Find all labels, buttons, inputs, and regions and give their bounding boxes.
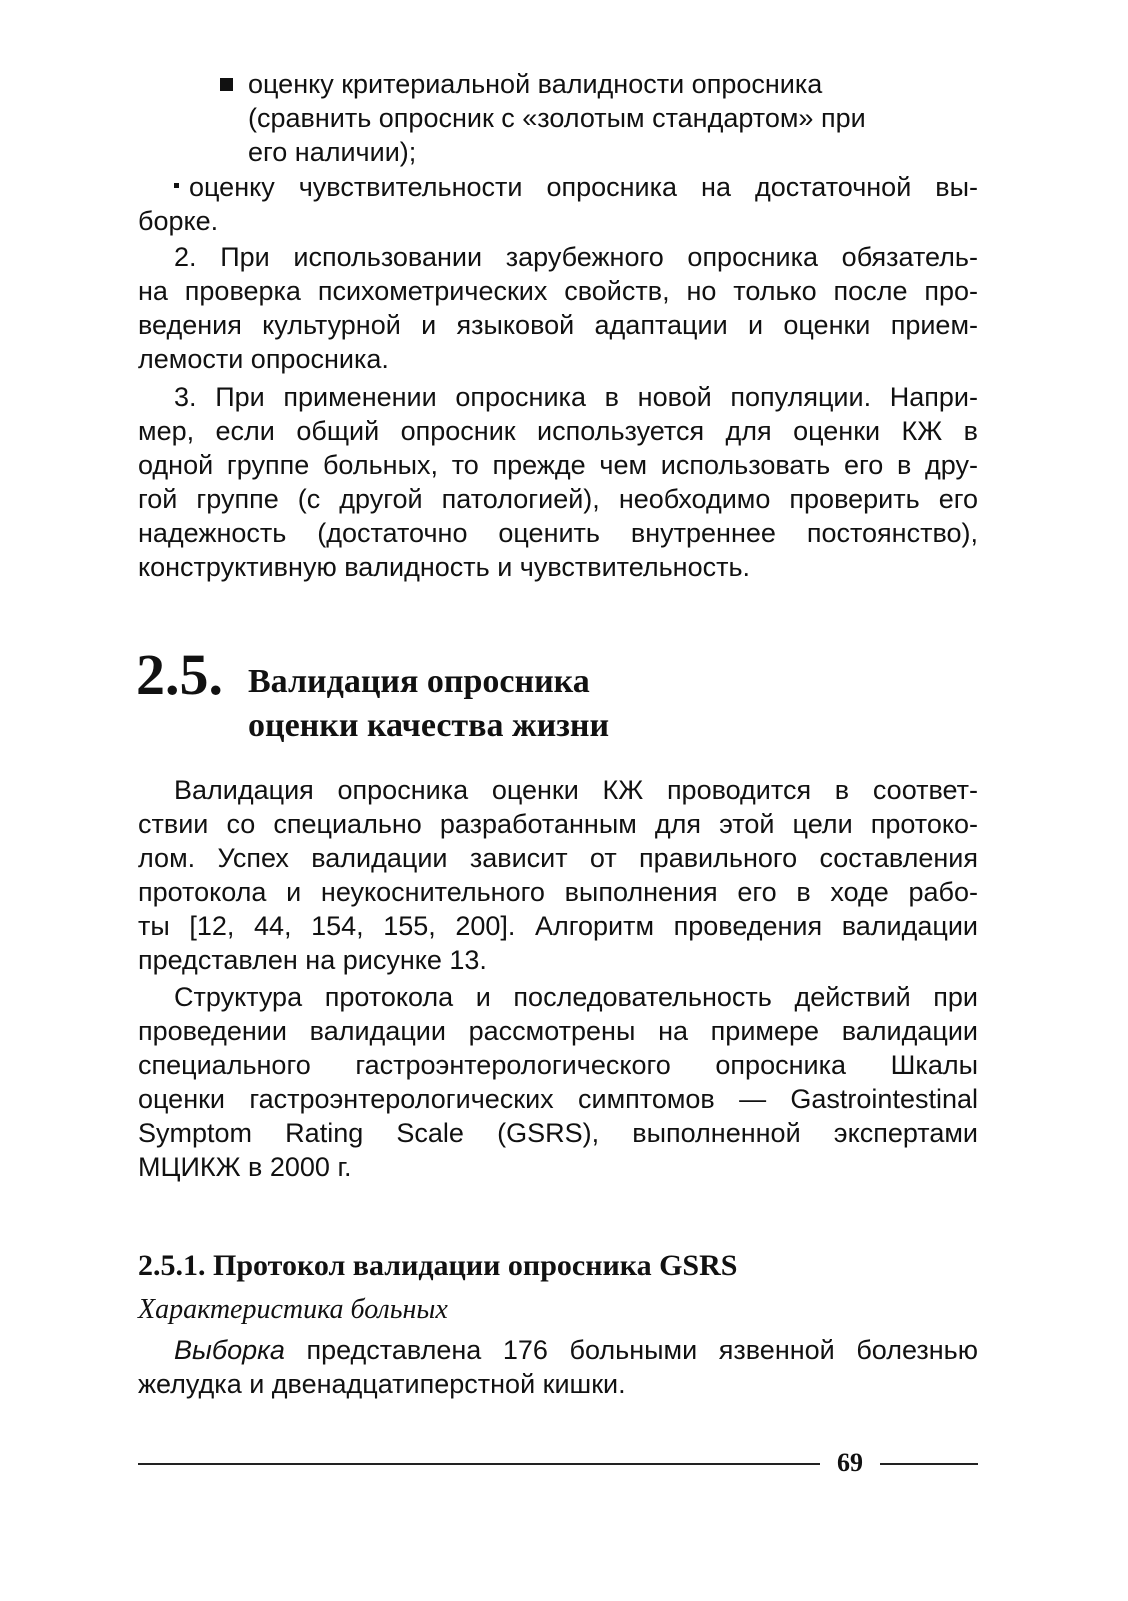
list-item-3 (138, 380, 978, 584)
text-line: оценку чувствительности опросника на достаточной вы- (189, 172, 978, 202)
footer-rule-left (138, 1463, 820, 1465)
page-number: 69 (837, 1448, 863, 1477)
bullet-criterion-validity (248, 67, 978, 169)
text-line: конструктивную валидность и чувствительность. (138, 552, 751, 582)
text-line: ведения культурной и языковой адаптации и оценки прием- (138, 310, 978, 340)
text-line: специального гастроэнтерологического опросника Шкалы (138, 1050, 978, 1080)
section-title-line: оценки качества жизни (248, 707, 610, 744)
text-line: оценки гастроэнтерологических симптомов — Gastrointestinal (138, 1084, 978, 1114)
text-line: гой группе (с другой патологией), необходимо проверить его (138, 484, 978, 514)
text-line: мер, если общий опросник используется для оценки КЖ в (138, 416, 978, 446)
text-line: надежность (достаточно оценить внутреннее постоянство), (138, 518, 978, 548)
text-line: Структура протокола и последовательность действий при (174, 982, 978, 1012)
list-item-2 (138, 240, 978, 376)
section-title-line: Валидация опросника (248, 663, 590, 700)
text-line: представлен на рисунке 13. (138, 945, 487, 975)
text-line: ты [12, 44, 154, 155, 200]. Алгоритм проведения валидации (138, 911, 978, 941)
text-line: протокола и неукоснительного выполнения его в ходе рабо- (138, 877, 978, 907)
text-line: его наличии); (248, 137, 417, 167)
text-line: При использовании зарубежного опросника обязатель- (220, 242, 978, 272)
sample-word: Выборка (174, 1335, 285, 1365)
text-line: (сравнить опросник с «золотым стандартом» при (248, 103, 866, 133)
square-bullet-icon (220, 78, 233, 91)
text-line: борке. (138, 206, 219, 236)
bullet-sensitivity (138, 170, 978, 238)
text-line: представлена 176 больными язвенной болезнью (284, 1335, 978, 1365)
text-line: желудка и двенадцатиперстной кишки. (138, 1369, 626, 1399)
text-line: одной группе больных, то прежде чем использовать его в дру- (138, 450, 978, 480)
text-line: ствии со специально разработанным для этой цели протоко- (138, 809, 978, 839)
item-number: 3. (174, 382, 197, 412)
paragraph-sample (138, 1333, 978, 1401)
subsection-title: 2.5.1. Протокол валидации опросника GSRS (138, 1249, 738, 1282)
text-line: оценку критериальной валидности опросника (248, 69, 823, 99)
section-title (248, 660, 609, 748)
text-line: лемости опросника. (138, 344, 389, 374)
characteristic-title: Характеристика больных (138, 1294, 448, 1325)
text-line: на проверка психометрических свойств, но только после про- (138, 276, 978, 306)
section-number: 2.5. (136, 642, 223, 707)
dot-bullet-icon (174, 183, 179, 188)
text-line: При применении опросника в новой популяции. Напри- (215, 382, 978, 412)
text-line: лом. Успех валидации зависит от правильного составления (138, 843, 978, 873)
footer-rule-right (880, 1463, 978, 1465)
paragraph-protocol-structure (138, 980, 978, 1184)
text-line: Валидация опросника оценки КЖ проводится в соответ- (174, 775, 978, 805)
text-line: Symptom Rating Scale (GSRS), выполненной экспертами (138, 1118, 978, 1148)
item-number: 2. (174, 242, 197, 272)
text-line: проведении валидации рассмотрены на примере валидации (138, 1016, 978, 1046)
text-line: МЦИКЖ в 2000 г. (138, 1152, 352, 1182)
paragraph-validation (138, 773, 978, 977)
